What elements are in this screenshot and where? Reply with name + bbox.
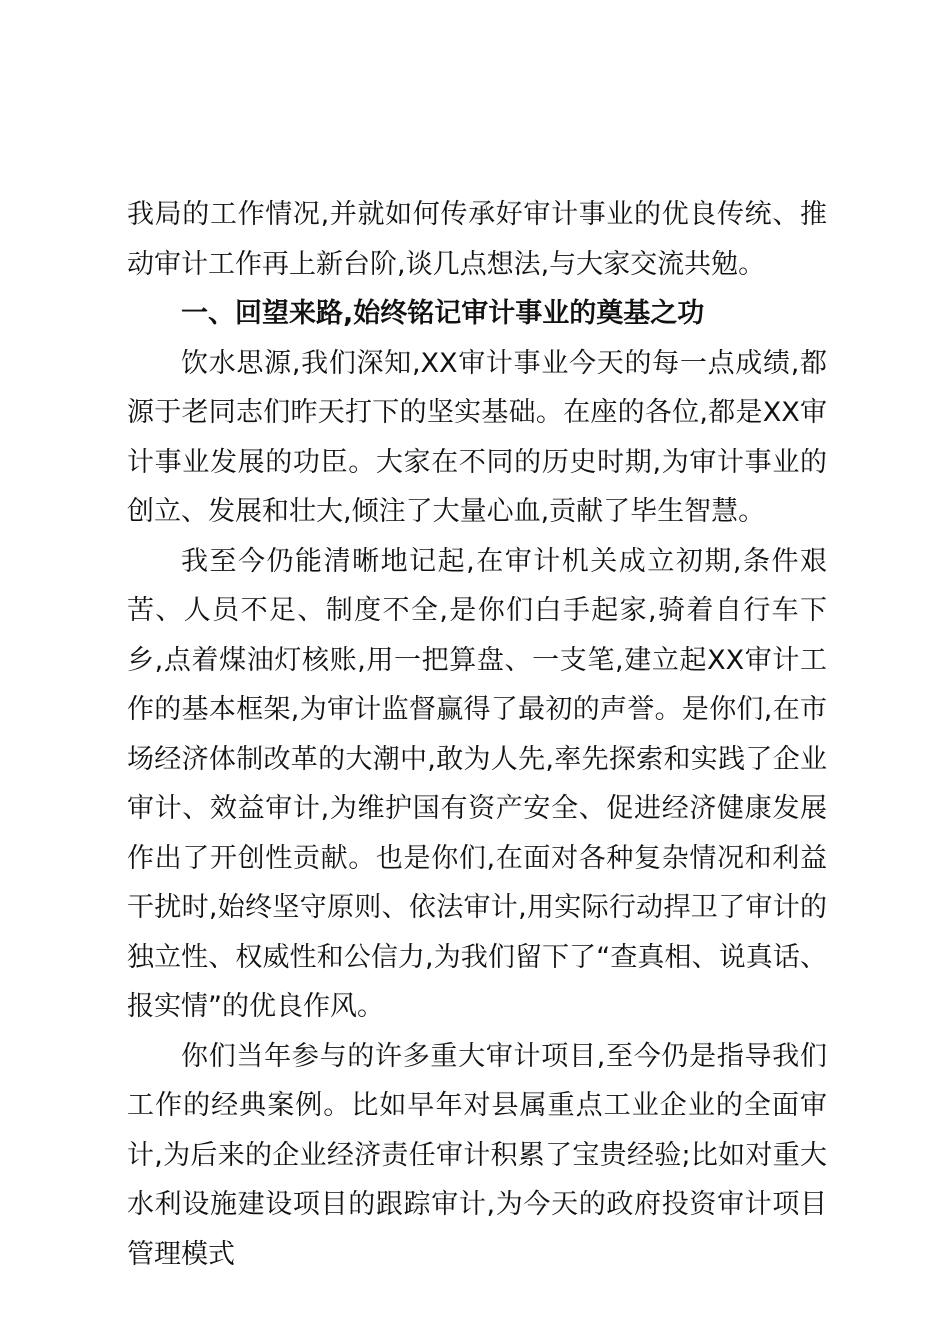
document-body bbox=[127, 190, 827, 1279]
section-heading-1: 一、回望来路,始终铭记审计事业的奠基之功 bbox=[181, 298, 705, 329]
paragraph-intro-continuation: 我局的工作情况,并就如何传承好审计事业的优良传统、推动审计工作再上新台阶,谈几点想法,与大家交流共勉。 bbox=[127, 199, 827, 280]
paragraph-3: 你们当年参与的许多重大审计项目,至今仍是指导我们工作的经典案例。比如早年对县属重点工业企业的全面审计,为后来的企业经济责任审计积累了宝贵经验;比如对重大水利设施建设项目的跟踪审计,为今天的政府投资审计项目管理模式 bbox=[127, 1040, 827, 1270]
paragraph-2: 我至今仍能清晰地记起,在审计机关成立初期,条件艰苦、人员不足、制度不全,是你们白手起家,骑着自行车下乡,点着煤油灯核账,用一把算盘、一支笔,建立起XX审计工作的基本框架,为审计监督赢得了最初的声誉。是你们,在市场经济体制改革的大潮中,敢为人先,率先探索和实践了企业审计、效益审计,为维护国有资产安全、促进经济健康发展作出了开创性贡献。也是你们,在面对各种复杂情况和利益干扰时,始终坚守原则、依法审计,用实际行动捍卫了审计的独立性、权威性和公信力,为我们留下了“查真相、说真话、报实情”的优良作风。 bbox=[127, 545, 827, 1022]
paragraph-1: 饮水思源,我们深知,XX审计事业今天的每一点成绩,都源于老同志们昨天打下的坚实基础。在座的各位,都是XX审计事业发展的功臣。大家在不同的历史时期,为审计事业的创立、发展和壮大,倾注了大量心血,贡献了毕生智慧。 bbox=[127, 347, 827, 527]
